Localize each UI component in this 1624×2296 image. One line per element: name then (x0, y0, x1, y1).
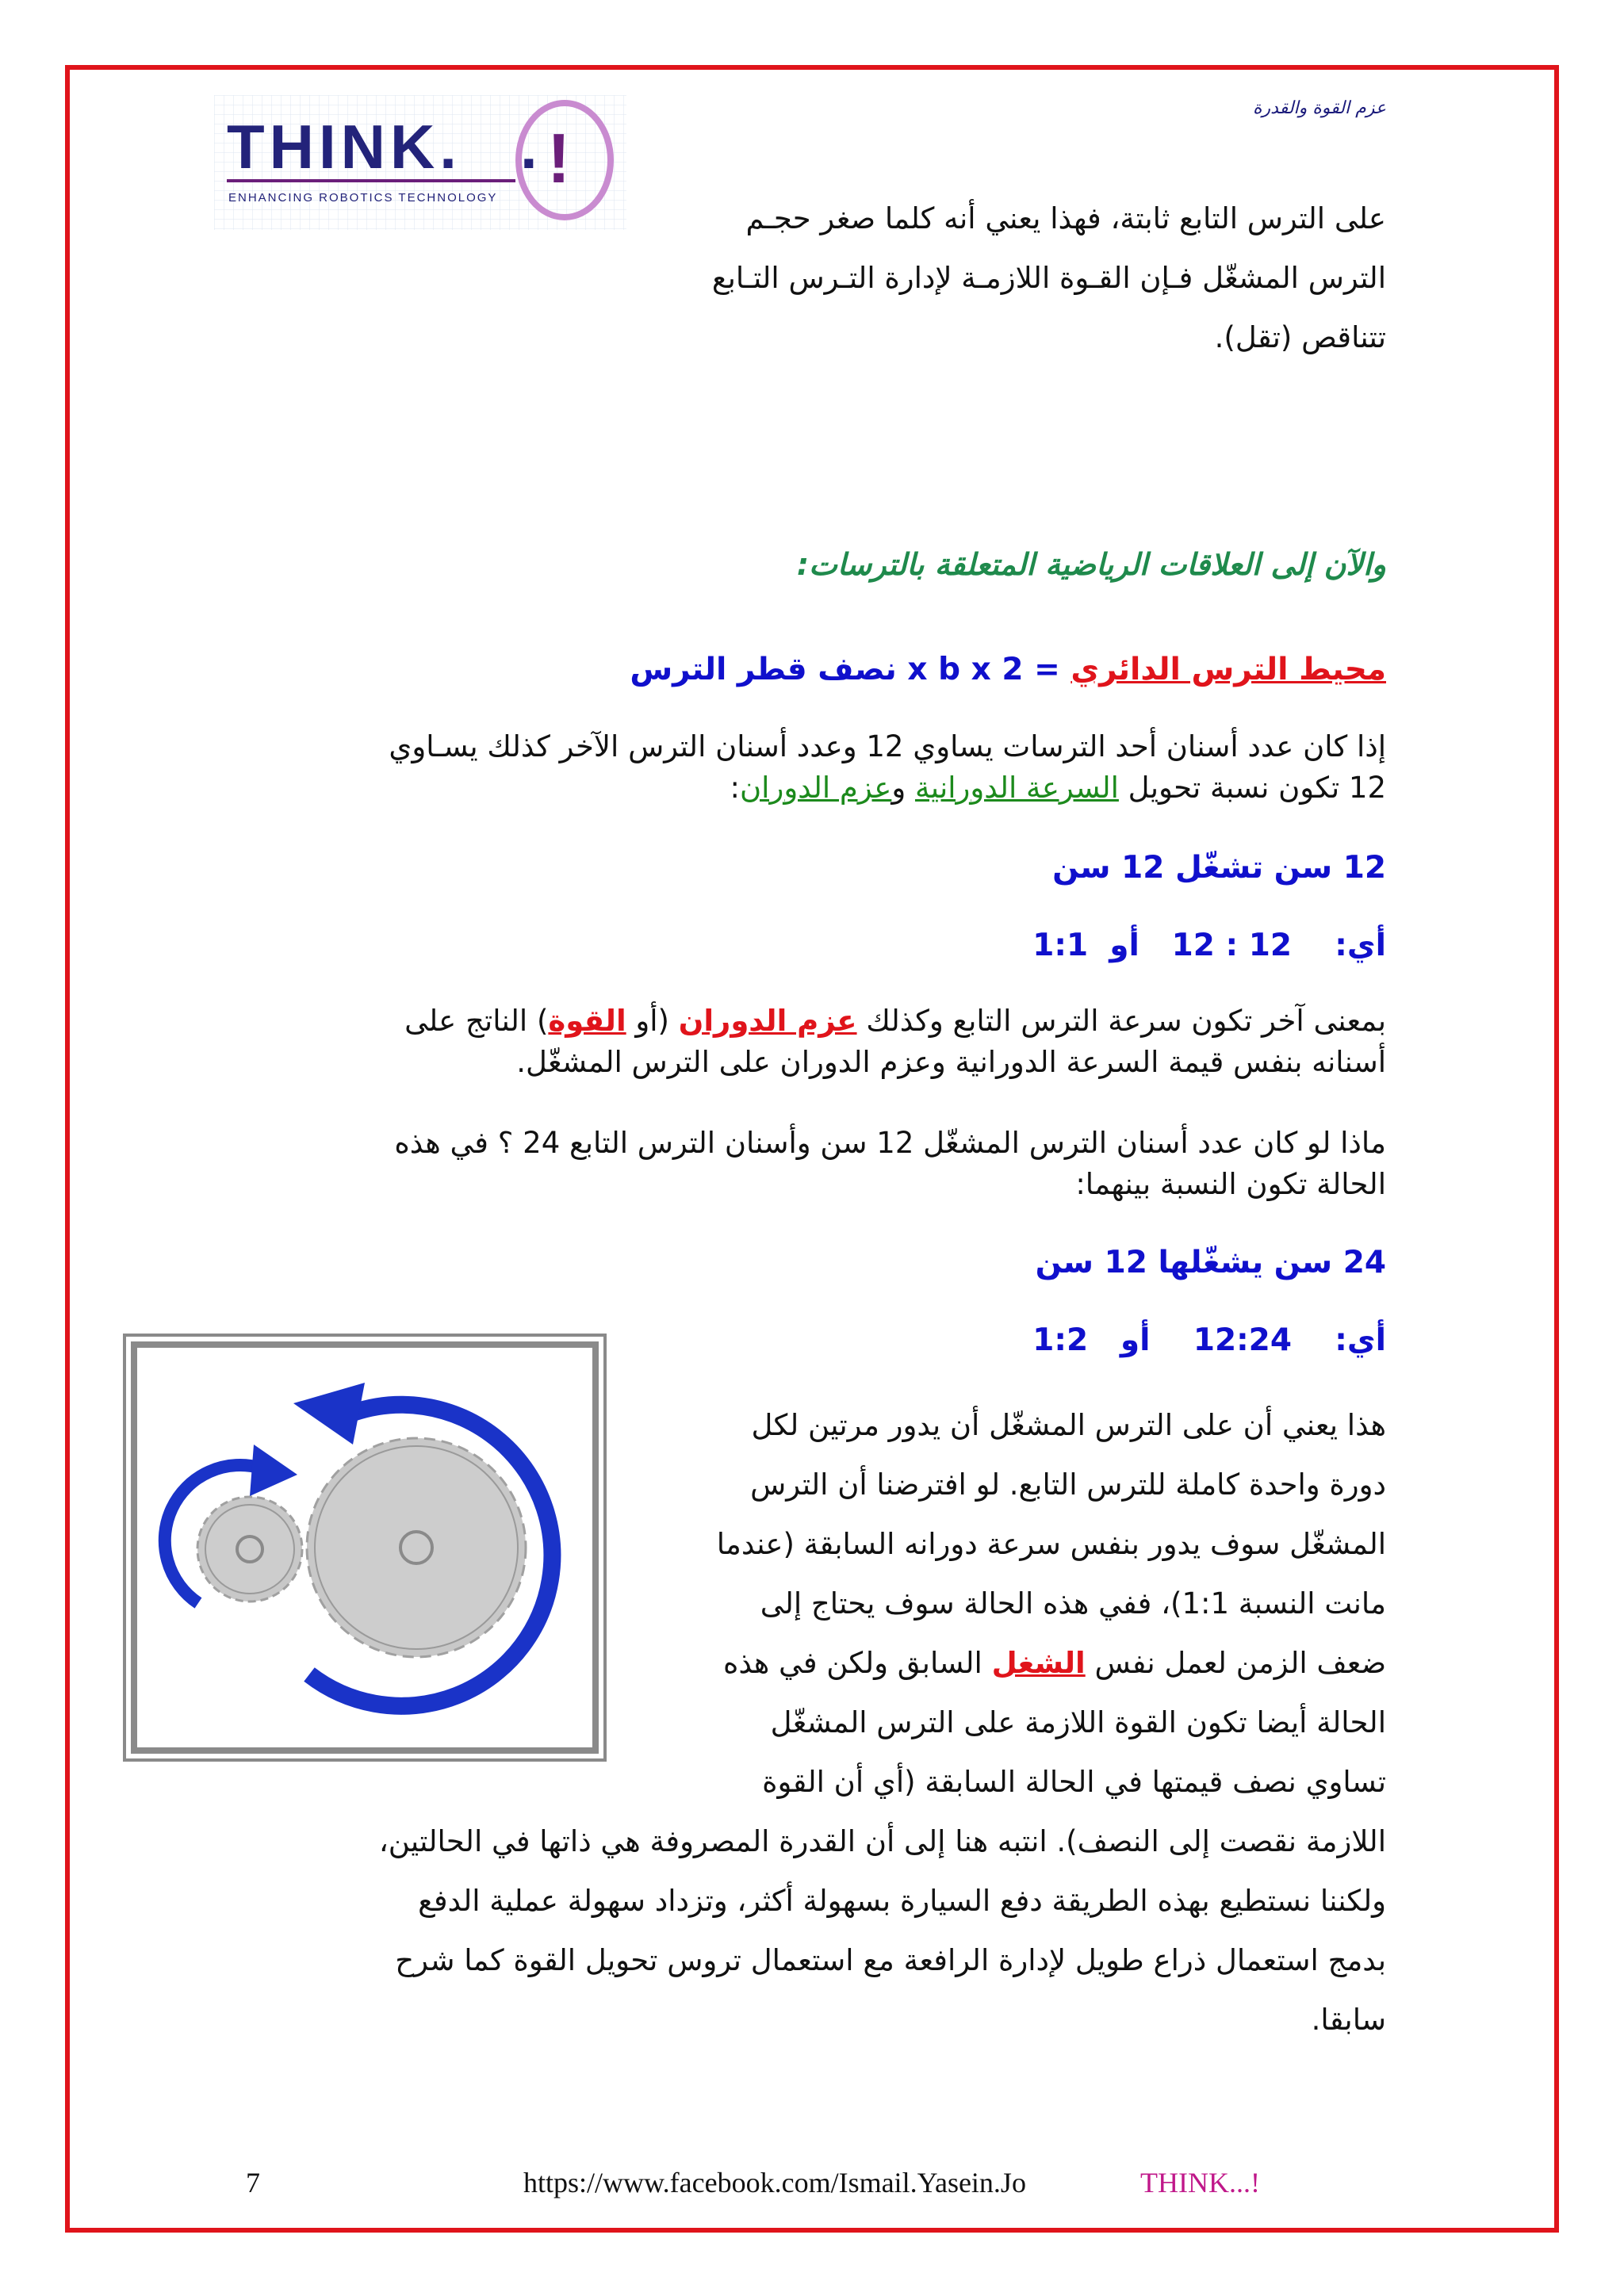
para4-line-7: تساوي نصف قيمتها في الحالة السابقة (أي أن القوة (762, 1765, 1386, 1799)
para3-line-2: الحالة تكون النسبة بينهما: (1075, 1167, 1386, 1201)
svg-text:!: ! (547, 119, 571, 197)
paragraph-same-speed (236, 1001, 1386, 1083)
small-gear-icon (197, 1497, 302, 1601)
para1-line-1: إذا كان عدد أسنان أحد الترسات يساوي 12 وعدد أسنان الترس الآخر كذلك يسـاوي (389, 729, 1386, 763)
page-number: 7 (246, 2167, 260, 2198)
para2-line-2: أسنانه بنفس قيمة السرعة الدورانية وعزم الدوران على الترس المشغّل. (516, 1045, 1386, 1079)
para4-line-4: مانت النسبة 1:1)، ففي هذه الحالة سوف يحتاج إلى (760, 1586, 1386, 1621)
svg-text:THINK.: THINK. (227, 112, 462, 182)
speed-term: السرعة الدورانية (914, 771, 1119, 805)
para4-line-2: دورة واحدة كاملة للترس التابع. لو افترضنا أن الترس (750, 1468, 1386, 1502)
paragraph-equal-teeth (236, 726, 1386, 809)
formula-rest: = 2 x b x نصف قطر الترس (630, 652, 1071, 687)
circumference-formula (630, 652, 1386, 687)
paragraph-24-teeth (236, 1123, 1386, 1205)
para4-line-6: الحالة أيضا تكون القوة اللازمة على الترس المشغّل (770, 1705, 1386, 1739)
section-heading: والآن إلى العلاقات الرياضية المتعلقة بالترسات: (796, 547, 1386, 582)
work-term: الشغل (991, 1646, 1086, 1680)
torque-term: عزم الدوران (740, 771, 892, 805)
para4-line-9: ولكننا نستطيع بهذه الطريقة دفع السيارة بسهولة أكثر، وتزداد سهولة عملية الدفع (418, 1884, 1386, 1918)
para4-line-8: اللازمة نقصت إلى النصف). انتبه هنا إلى أن القدرة المصروفة هي ذاتها في الحالتين، (378, 1824, 1386, 1858)
formula-term: محيط الترس الدائري (1071, 652, 1386, 687)
para4-line-10: بدمج استعمال ذراع طويل لإدارة الرافعة مع استعمال تروس تحويل القوة كما شرح (395, 1943, 1386, 1977)
example2-ratio: أي: 12:24 أو 1:2 (1032, 1322, 1386, 1358)
intro-line-1: على الترس التابع ثابتة، فهذا يعني أنه كلما صغر حجـم (745, 201, 1386, 235)
para4-line-3: المشغّل سوف يدور بنفس سرعة دورانه السابقة (عندما (716, 1527, 1386, 1561)
torque-highlight: عزم الدوران (678, 1004, 857, 1038)
force-highlight: القوة (548, 1004, 626, 1038)
example1-ratio: أي: 12 : 12 أو 1:1 (1032, 928, 1386, 963)
footer-url[interactable]: https://www.facebook.com/Ismail.Yasein.Jo (523, 2167, 1026, 2198)
intro-line-2: الترس المشغّل فـإن القـوة اللازمـة لإدارة التـرس التـابع (711, 261, 1386, 295)
large-gear-icon (307, 1438, 526, 1657)
gears-illustration (123, 1334, 607, 1762)
para3-line-1: ماذا لو كان عدد أسنان الترس المشغّل 12 سن وأسنان الترس التابع 24 ؟ في هذه (394, 1126, 1386, 1160)
footer-brand: THINK...! (1140, 2167, 1260, 2198)
para4-line-1: هذا يعني أن على الترس المشغّل أن يدور مرتين لكل (751, 1408, 1386, 1442)
example1-title: 12 سن تشغّل 12 سن (1052, 850, 1386, 886)
para2-line-1: بمعنى آخر تكون سرعة الترس التابع وكذلك عزم الدوران (أو القوة) الناتج على (404, 1004, 1386, 1038)
running-header: عزم القوة والقدرة (1253, 98, 1386, 118)
think-logo (214, 95, 626, 230)
svg-text:ENHANCING ROBOTICS TECHNOLOGY: ENHANCING ROBOTICS TECHNOLOGY (228, 191, 498, 205)
intro-line-3: تتناقص (تقل). (1214, 320, 1386, 354)
para1-line-2: 12 تكون نسبة تحويل السرعة الدورانية وعزم الدوران: (730, 771, 1386, 805)
example2-title: 24 سن يشغّلها 12 سن (1035, 1245, 1386, 1280)
para4-line-11: سابقا. (1311, 2003, 1386, 2037)
para4-line-5: ضعف الزمن لعمل نفس الشغل السابق ولكن في هذه (722, 1646, 1386, 1680)
svg-text:.: . (520, 112, 538, 182)
